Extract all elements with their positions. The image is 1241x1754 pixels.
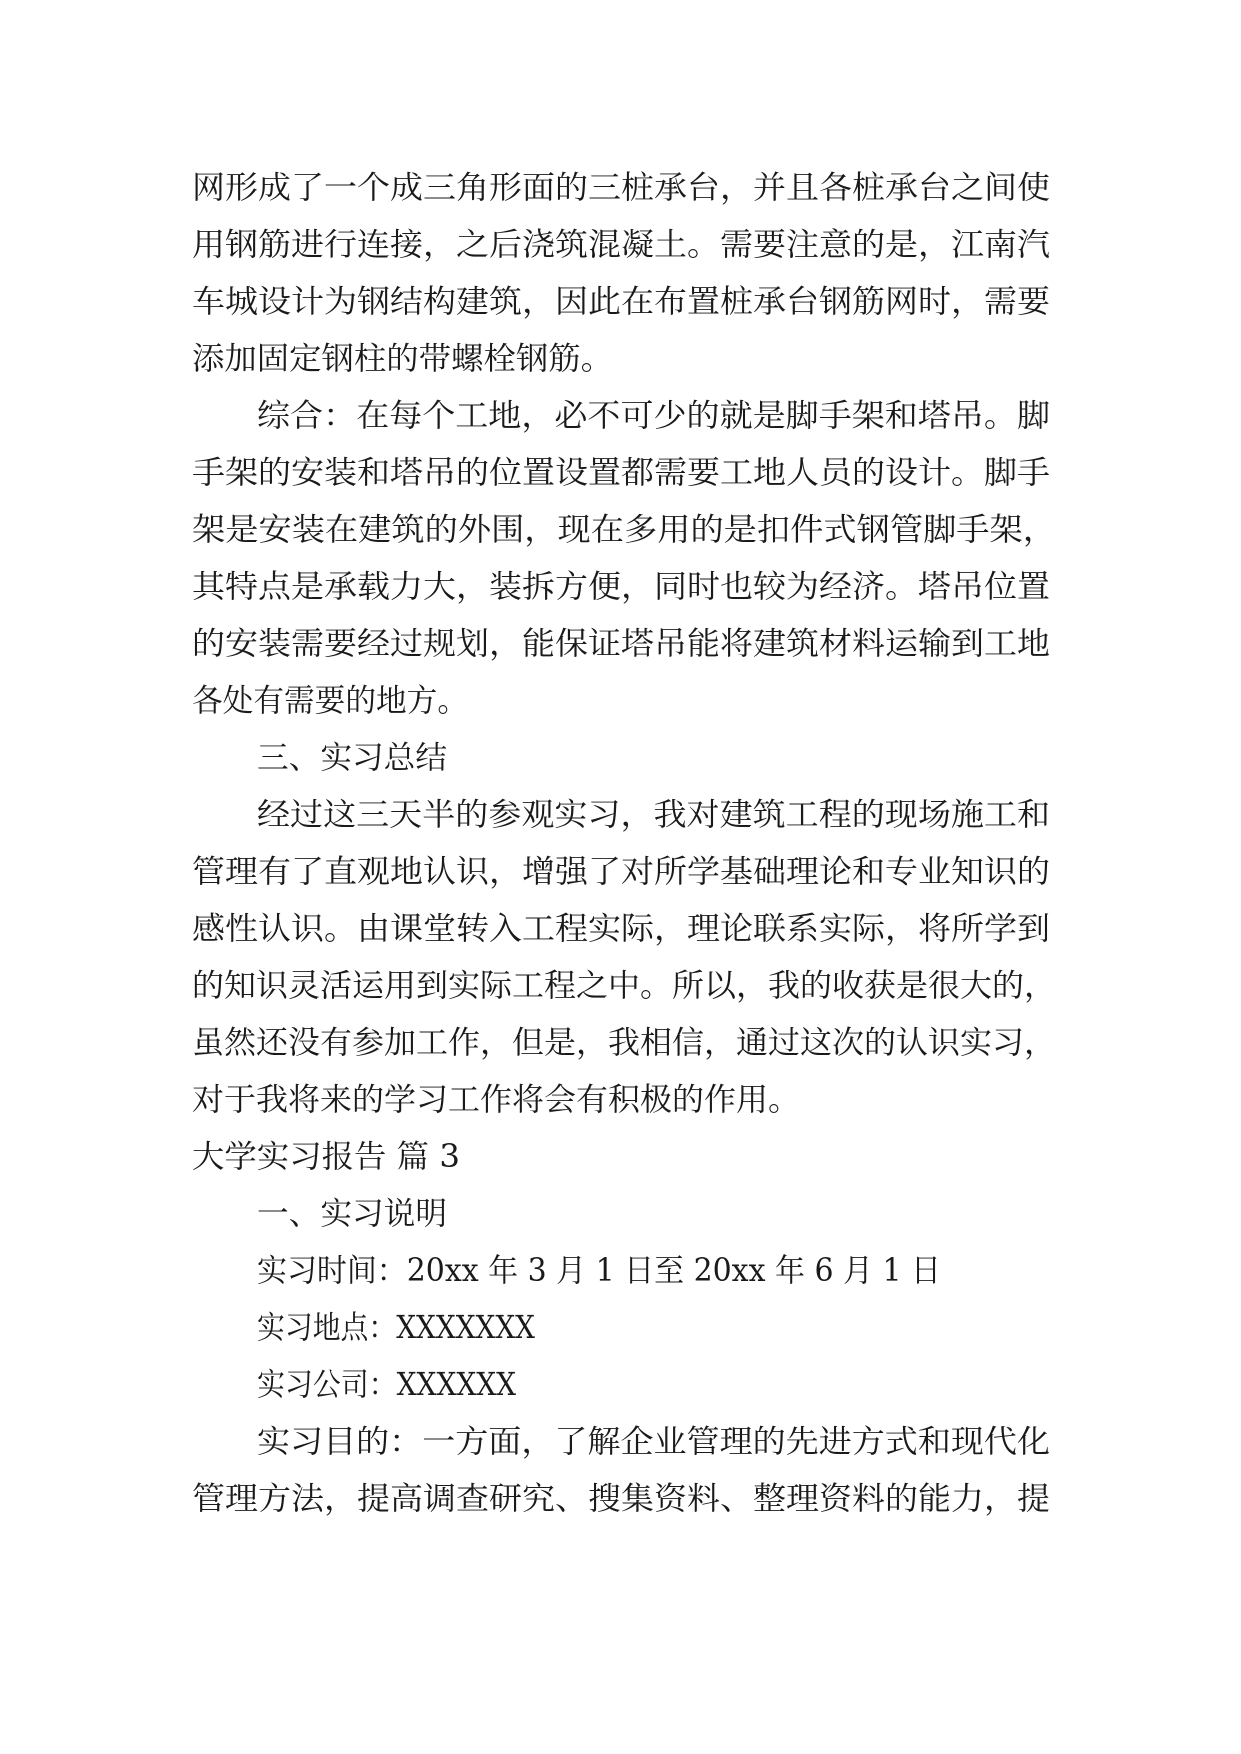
paragraph-line: 经过这三天半的参观实习，我对建筑工程的现场施工和 bbox=[257, 797, 1050, 833]
paragraph-line: 综合：在每个工地，必不可少的就是脚手架和塔吊。脚 bbox=[257, 398, 1050, 434]
paragraph-line: 架是安装在建筑的外围，现在多用的是扣件式钢管脚手架， bbox=[192, 512, 1056, 548]
info-line: 实习时间：20xx 年 3 月 1 日至 20xx 年 6 月 1 日 bbox=[257, 1253, 941, 1289]
section-heading: 一、实习说明 bbox=[257, 1196, 447, 1232]
paragraph-line: 各处有需要的地方。 bbox=[192, 683, 468, 719]
paragraph-line: 其特点是承载力大，装拆方便，同时也较为经济。塔吊位置 bbox=[192, 569, 1050, 605]
paragraph-line: 车城设计为钢结构建筑，因此在布置桩承台钢筋网时，需要 bbox=[192, 284, 1050, 320]
paragraph-line: 手架的安装和塔吊的位置设置都需要工地人员的设计。脚手 bbox=[192, 455, 1050, 491]
info-line: 实习地点：XXXXXXX bbox=[257, 1310, 536, 1346]
paragraph-line: 管理有了直观地认识，增强了对所学基础理论和专业知识的 bbox=[192, 854, 1050, 890]
paragraph-line: 网形成了一个成三角形面的三桩承台，并且各桩承台之间使 bbox=[192, 170, 1050, 206]
paragraph-line: 的知识灵活运用到实际工程之中。所以，我的收获是很大的， bbox=[192, 968, 1056, 1004]
info-line: 实习公司：XXXXXX bbox=[257, 1367, 517, 1403]
paragraph-line: 感性认识。由课堂转入工程实际，理论联系实际，将所学到 bbox=[192, 911, 1050, 947]
paragraph-line: 用钢筋进行连接，之后浇筑混凝土。需要注意的是，江南汽 bbox=[192, 227, 1050, 263]
paragraph-line: 管理方法，提高调查研究、搜集资料、整理资料的能力，提 bbox=[192, 1481, 1050, 1517]
paragraph-line: 虽然还没有参加工作，但是，我相信，通过这次的认识实习， bbox=[192, 1025, 1056, 1061]
section-heading: 三、实习总结 bbox=[257, 740, 447, 776]
paragraph-line: 对于我将来的学习工作将会有积极的作用。 bbox=[192, 1082, 800, 1118]
paragraph-line: 的安装需要经过规划，能保证塔吊能将建筑材料运输到工地 bbox=[192, 626, 1050, 662]
report-title: 大学实习报告 篇 3 bbox=[192, 1139, 460, 1175]
paragraph-line: 添加固定钢柱的带螺栓钢筋。 bbox=[192, 341, 613, 377]
paragraph-line: 实习目的：一方面，了解企业管理的先进方式和现代化 bbox=[257, 1424, 1050, 1460]
